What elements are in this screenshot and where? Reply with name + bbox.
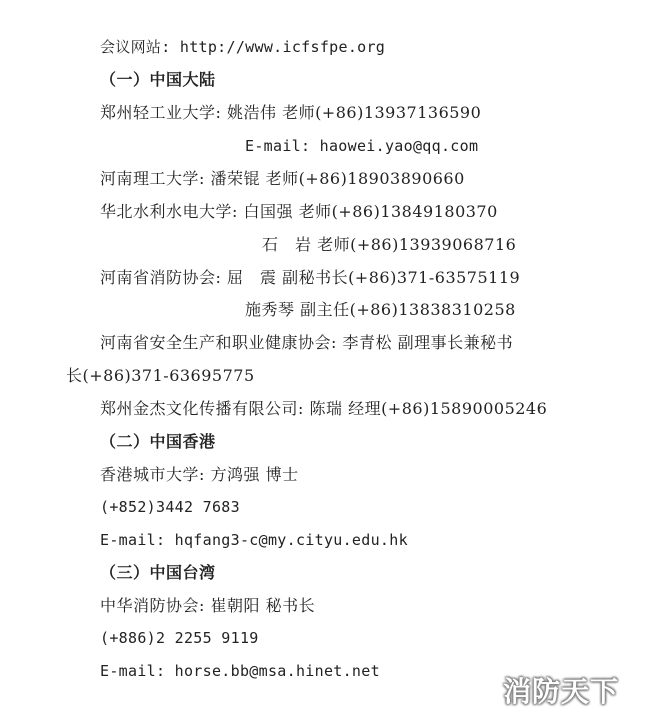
contact-zhengzhou-jinjie: 郑州金杰文化传播有限公司: 陈瑞 经理(+86)15890005246 bbox=[100, 399, 548, 418]
section-heading-taiwan: （三）中国台湾 bbox=[100, 563, 216, 582]
contact-henan-fire-association: 河南省消防协会: 屈 震 副秘书长(+86)371-63575119 bbox=[100, 268, 521, 287]
section-heading-mainland: （一）中国大陆 bbox=[100, 70, 216, 89]
section-heading-hongkong: （二）中国香港 bbox=[100, 432, 216, 451]
contact-north-china-water: 华北水利水电大学: 白国强 老师(+86)13849180370 bbox=[100, 202, 498, 221]
contact-zhengzhou-light-industry: 郑州轻工业大学: 姚浩伟 老师(+86)13937136590 bbox=[100, 103, 482, 122]
contact-henan-safety-association: 河南省安全生产和职业健康协会: 李青松 副理事长兼秘书 bbox=[100, 333, 514, 352]
email-fang: E-mail: hqfang3-c@my.cityu.edu.hk bbox=[100, 531, 408, 549]
contact-henan-safety-association-cont: 长(+86)371-63695775 bbox=[66, 366, 255, 385]
contact-henan-polytechnic: 河南理工大学: 潘荣锟 老师(+86)18903890660 bbox=[100, 169, 465, 188]
watermark-logo: 消防天下 bbox=[502, 675, 619, 708]
email-horse: E-mail: horse.bb@msa.hinet.net bbox=[100, 662, 380, 680]
contact-shi-yan: 石 岩 老师(+86)13939068716 bbox=[262, 235, 517, 254]
phone-hk: (+852)3442 7683 bbox=[100, 498, 240, 516]
conference-website-line: 会议网站: http://www.icfsfpe.org bbox=[100, 38, 386, 56]
contact-chinese-fire-association: 中华消防协会: 崔朝阳 秘书长 bbox=[100, 596, 316, 615]
contact-shi-xiuqin: 施秀琴 副主任(+86)13838310258 bbox=[245, 300, 516, 319]
phone-tw: (+886)2 2255 9119 bbox=[100, 629, 259, 647]
email-yao: E-mail: haowei.yao@qq.com bbox=[245, 137, 479, 155]
contact-cityu-hk: 香港城市大学: 方鸿强 博士 bbox=[100, 465, 299, 484]
